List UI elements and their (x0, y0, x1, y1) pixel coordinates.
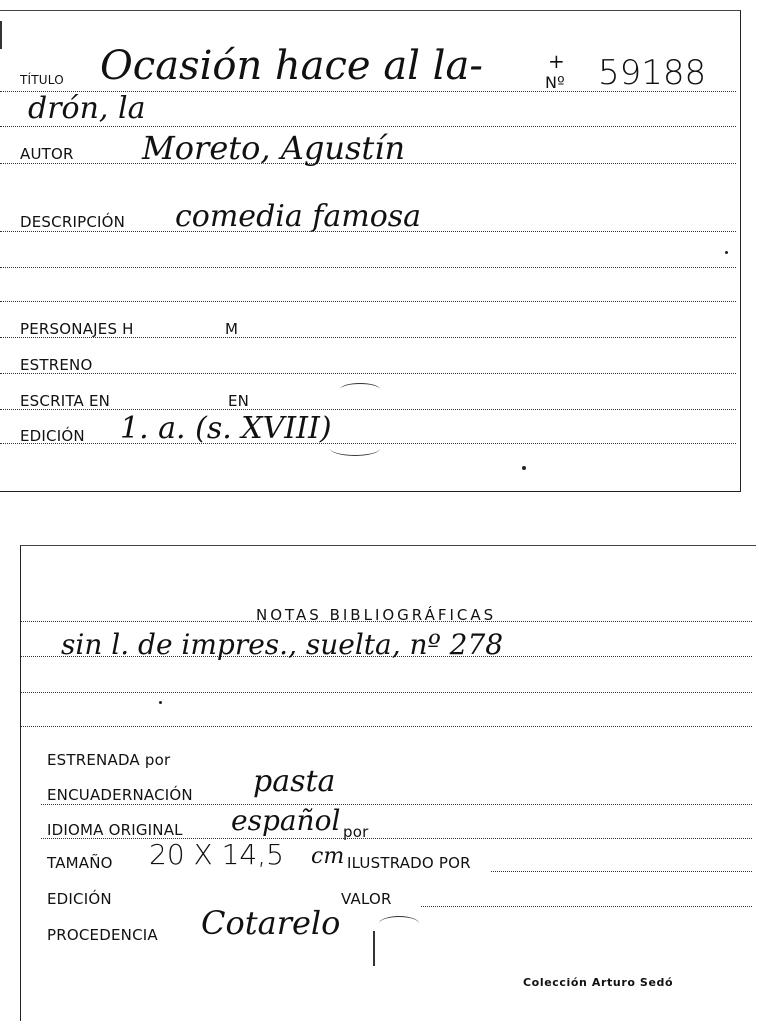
tamano-label: TAMAÑO (47, 854, 113, 872)
escrita-line (0, 409, 736, 410)
valor-line (421, 906, 752, 907)
titulo-cont-line (0, 126, 736, 127)
ink-dot (159, 701, 162, 704)
escrita-label: ESCRITA EN (20, 392, 111, 410)
valor-label: VALOR (341, 890, 392, 908)
personajes-label: PERSONAJES H (20, 320, 134, 338)
catalog-card-back (20, 545, 756, 1021)
pencil-stroke (379, 916, 419, 931)
estreno-line (0, 373, 736, 374)
notas-line-3 (21, 692, 752, 693)
notas-title: NOTAS BIBLIOGRÁFICAS (256, 606, 497, 624)
autor-label: AUTOR (20, 145, 74, 163)
autor-value: Moreto, Agustín (142, 129, 406, 167)
idioma-value: español (231, 804, 341, 837)
numero-value: 59188 (598, 53, 707, 93)
catalog-card-front (0, 10, 741, 492)
ink-dot (725, 251, 728, 254)
pencil-stroke (340, 383, 380, 396)
notas-line-4 (21, 726, 752, 727)
idioma-label: IDIOMA ORIGINAL (47, 821, 183, 839)
por-label: por (343, 823, 369, 841)
personajes-m-label: M (225, 320, 239, 338)
pencil-stroke (373, 931, 375, 966)
titulo-label: TÍTULO (20, 73, 64, 87)
tamano-value: 20 X 14,5 (149, 838, 284, 871)
ink-dot (522, 466, 526, 470)
estrenada-label: ESTRENADA por (47, 751, 171, 769)
estreno-label: ESTRENO (20, 356, 93, 374)
cross-mark: + (548, 49, 565, 73)
card-edge-mark (0, 21, 2, 49)
titulo-value-cont: drón, la (28, 91, 146, 126)
encuadernacion-label: ENCUADERNACIÓN (47, 786, 193, 804)
notas-value: sin l. de impres., suelta, nº 278 (61, 628, 504, 661)
edicion-label: EDICIÓN (20, 427, 85, 445)
tamano-unit: cm (311, 844, 345, 869)
numero-label: Nº (545, 73, 565, 92)
tamano-line (491, 871, 752, 872)
ilustrado-label: ILUSTRADO POR (347, 854, 471, 872)
procedencia-label: PROCEDENCIA (47, 926, 158, 944)
encuadernacion-value: pasta (253, 764, 336, 799)
encuadernacion-line (41, 804, 752, 805)
blank-line (0, 301, 736, 302)
en-label: EN (228, 392, 250, 410)
titulo-value: Ocasión hace al la- (100, 43, 483, 89)
descripcion-extra-line (0, 267, 736, 268)
procedencia-value: Cotarelo (201, 904, 341, 942)
descripcion-label: DESCRIPCIÓN (20, 213, 126, 231)
coleccion-label: Colección Arturo Sedó (523, 976, 674, 989)
edicion-value: 1. a. (s. XVIII) (120, 411, 332, 446)
edicion-back-label: EDICIÓN (47, 890, 112, 908)
pencil-stroke (330, 441, 380, 456)
descripcion-value: comedia famosa (175, 199, 422, 234)
